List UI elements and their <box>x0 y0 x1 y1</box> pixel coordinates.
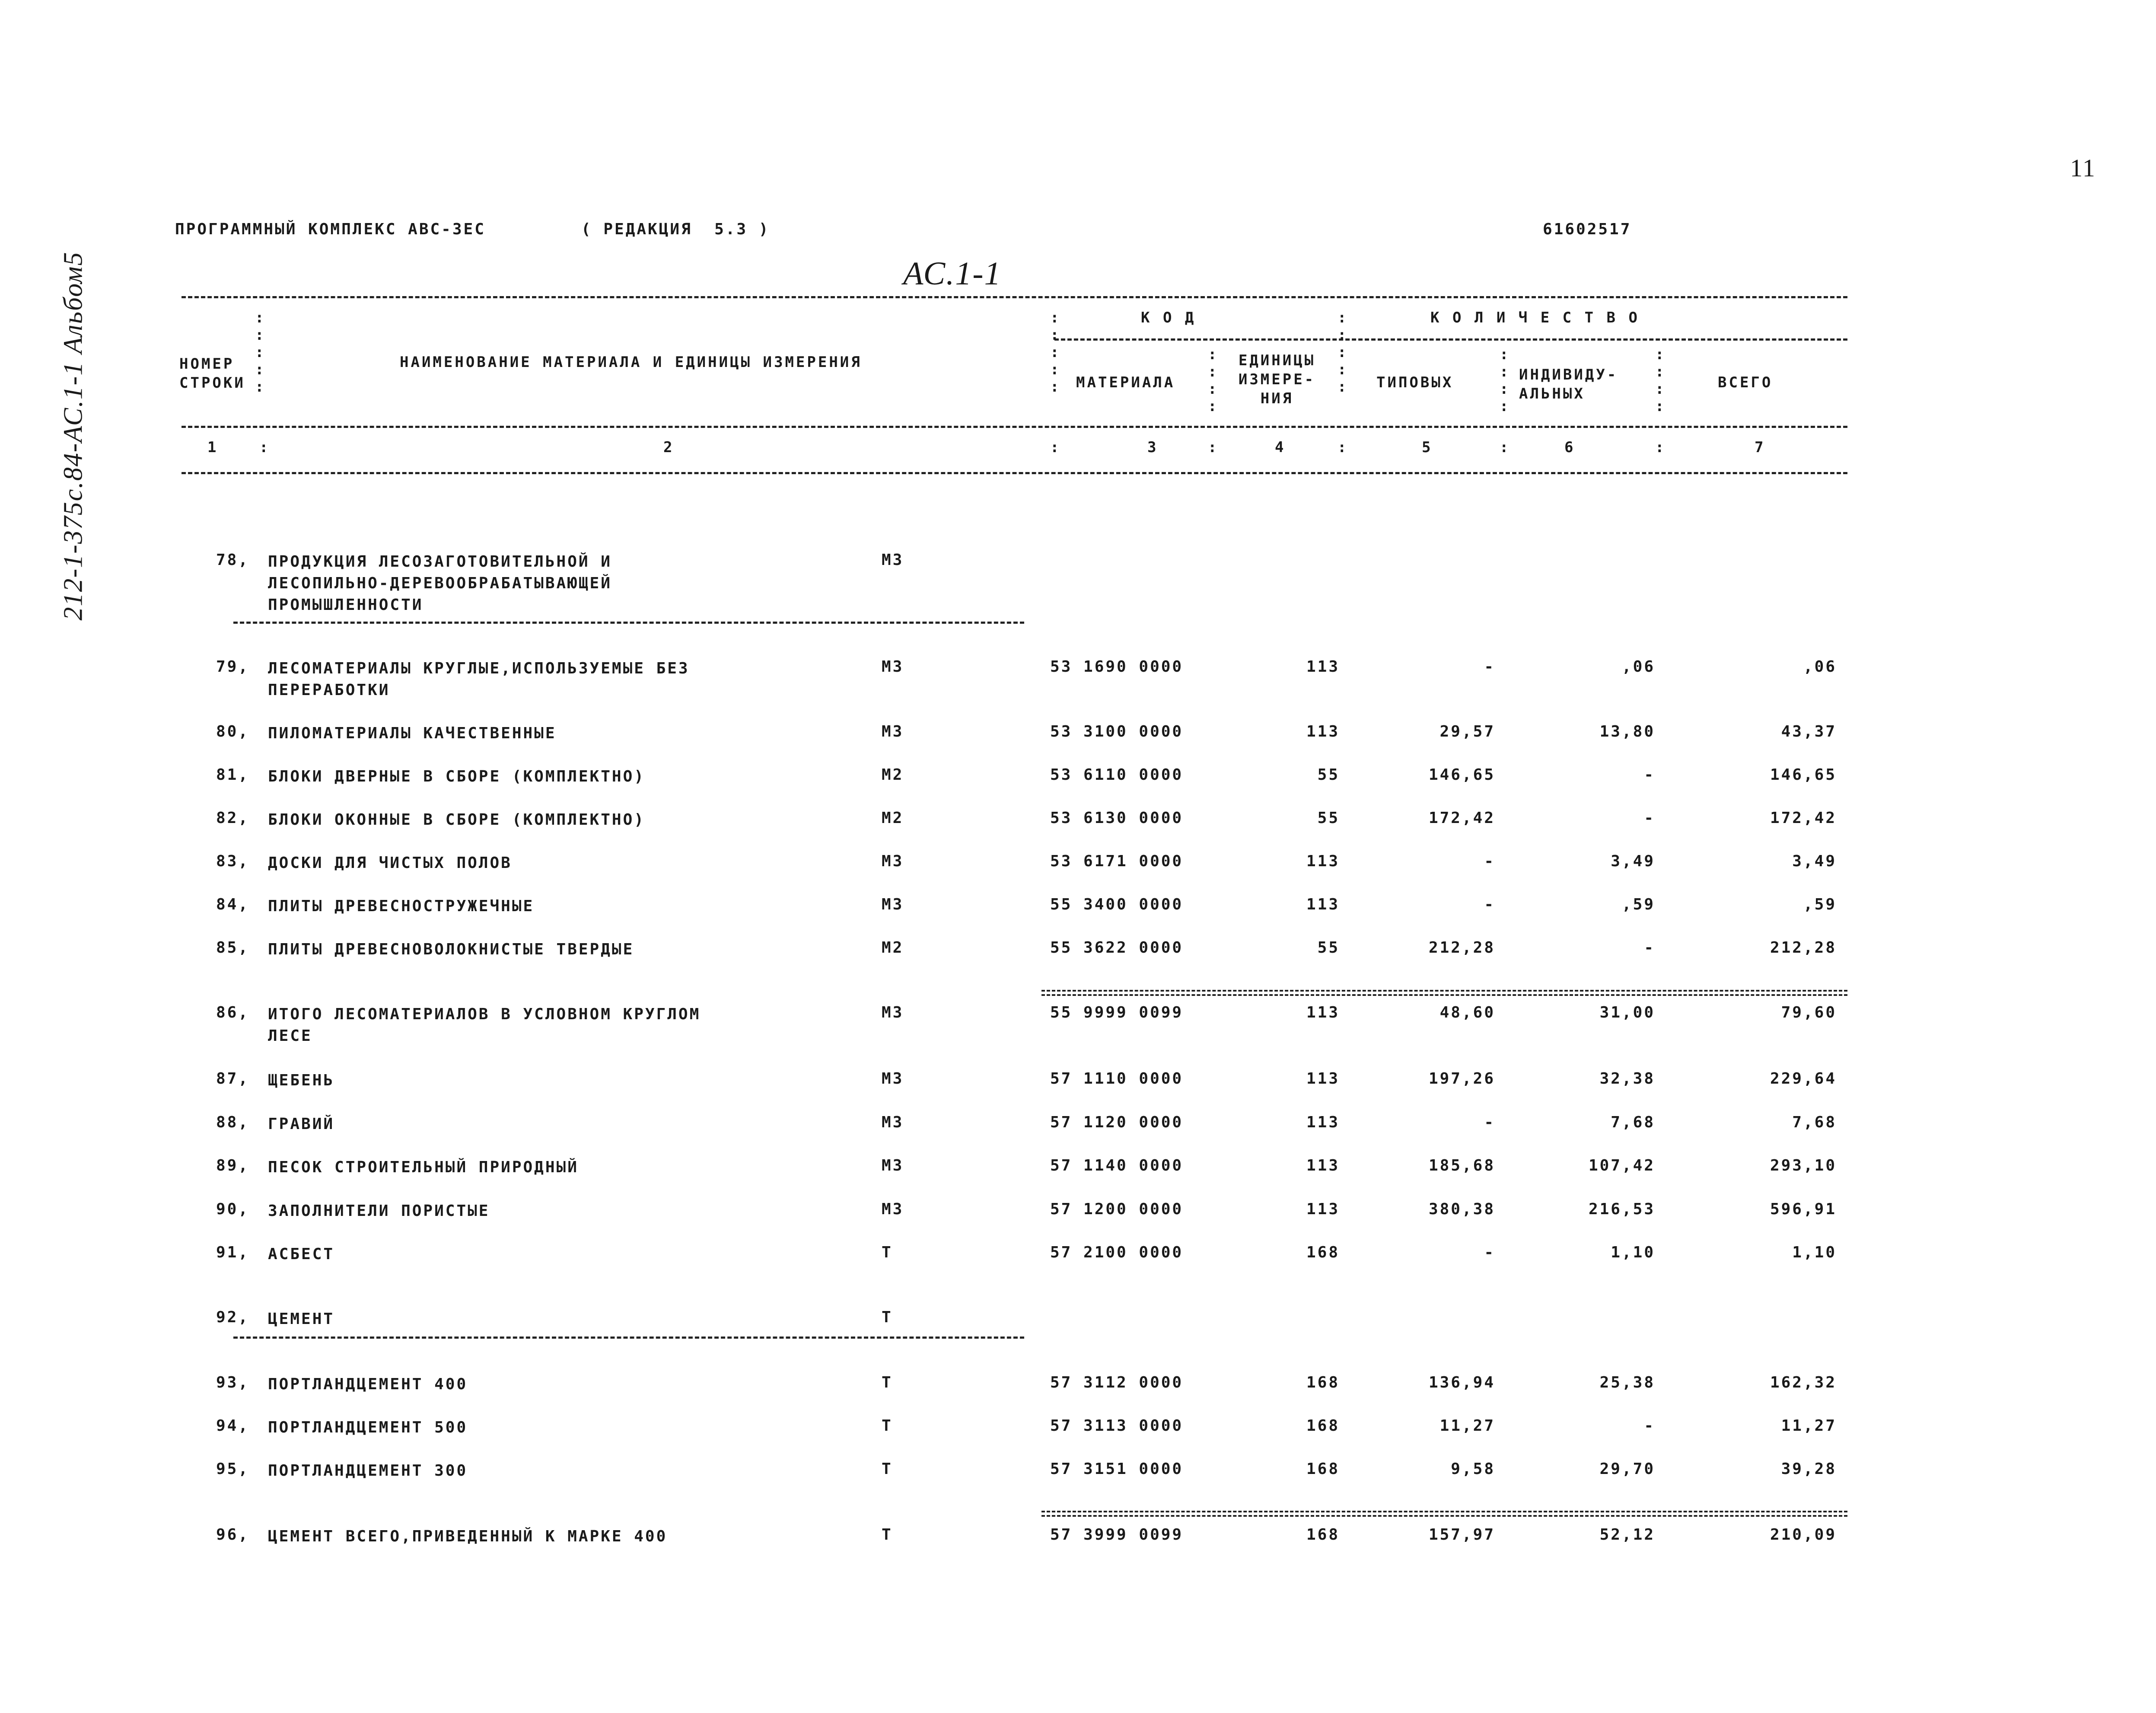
table-row <box>0 1004 2156 1056</box>
unit-code: 55 <box>1317 939 1340 957</box>
material-name: ПРОДУКЦИЯ ЛЕСОЗАГОТОВИТЕЛЬНОЙ И ЛЕСОПИЛЬНО-ДЕРЕВООБРАБАТЫВАЮЩЕЙ ПРОМЫШЛЕННОСТИ <box>268 553 612 614</box>
header-top-rule <box>182 296 1847 298</box>
col-num-4: 4 <box>1275 439 1286 456</box>
material-code: 57 2100 0000 <box>1050 1244 1184 1261</box>
typical-qty: 29,57 <box>1439 723 1495 740</box>
header-col-separators: : : : : : <box>255 309 266 396</box>
col-num-5: 5 <box>1422 439 1433 456</box>
individual-qty: 25,38 <box>1599 1374 1655 1391</box>
total-qty: 596,91 <box>1770 1200 1837 1218</box>
col-num-separators: : <box>259 439 271 456</box>
material-code: 57 3112 0000 <box>1050 1374 1184 1391</box>
material-code: 53 3100 0000 <box>1050 723 1184 740</box>
row-number: 83, <box>216 852 250 870</box>
individual-qty: 3,49 <box>1611 852 1655 870</box>
unit-code: 55 <box>1317 766 1340 784</box>
unit-code: 113 <box>1306 723 1340 740</box>
material-code: 57 1200 0000 <box>1050 1200 1184 1218</box>
material-name: ЦЕМЕНТ <box>268 1310 335 1328</box>
unit-code: 113 <box>1306 1200 1340 1218</box>
material-name: ПОРТЛАНДЦЕМЕНТ 300 <box>268 1462 468 1480</box>
material-name: ПИЛОМАТЕРИАЛЫ КАЧЕСТВЕННЫЕ <box>268 724 557 742</box>
unit-code: 113 <box>1306 896 1340 913</box>
total-qty: ,59 <box>1803 896 1837 913</box>
table-row <box>0 1244 2156 1295</box>
material-code: 55 3622 0000 <box>1050 939 1184 957</box>
individual-qty: - <box>1644 809 1655 827</box>
row-number: 91, <box>216 1244 250 1261</box>
material-name: БЛОКИ ОКОННЫЕ В СБОРЕ (КОМПЛЕКТНО) <box>268 811 645 829</box>
row-number: 86, <box>216 1004 250 1021</box>
typical-qty: 380,38 <box>1428 1200 1495 1218</box>
row-number: 92, <box>216 1308 250 1326</box>
individual-qty: 1,10 <box>1611 1244 1655 1261</box>
individual-qty: 107,42 <box>1588 1157 1655 1174</box>
total-qty: 1,10 <box>1792 1244 1837 1261</box>
material-name: ЦЕМЕНТ ВСЕГО,ПРИВЕДЕННЫЙ К МАРКЕ 400 <box>268 1528 668 1545</box>
material-code: 57 1140 0000 <box>1050 1157 1184 1174</box>
typical-qty: - <box>1484 896 1495 913</box>
unit-code: 168 <box>1306 1526 1340 1544</box>
unit-code: 113 <box>1306 1113 1340 1131</box>
typical-qty: 146,65 <box>1428 766 1495 784</box>
material-name: ЩЕБЕНЬ <box>268 1072 335 1089</box>
program-title: ПРОГРАММНЫЙ КОМПЛЕКС АВС-3ЕС <box>175 220 486 238</box>
unit: М3 <box>882 852 904 870</box>
material-name: ПЛИТЫ ДРЕВЕСНОВОЛОКНИСТЫЕ ТВЕРДЫЕ <box>268 941 634 958</box>
table-row <box>0 658 2156 710</box>
header-individual: ИНДИВИДУ- АЛЬНЫХ <box>1519 366 1618 402</box>
individual-qty: 13,80 <box>1599 723 1655 740</box>
material-code: 57 3113 0000 <box>1050 1417 1184 1435</box>
group-rule <box>233 622 1024 624</box>
handwritten-mark: АС.1-1 <box>903 255 1002 292</box>
total-qty: 210,09 <box>1770 1526 1837 1544</box>
unit-code: 168 <box>1306 1417 1340 1435</box>
material-code: 57 3999 0099 <box>1050 1526 1184 1544</box>
col-num-sep-5: : <box>1500 439 1511 456</box>
material-name: ДОСКИ ДЛЯ ЧИСТЫХ ПОЛОВ <box>268 854 512 872</box>
row-number: 81, <box>216 766 250 784</box>
row-number: 80, <box>216 723 250 740</box>
typical-qty: 197,26 <box>1428 1070 1495 1088</box>
total-qty: 229,64 <box>1770 1070 1837 1088</box>
header-name: НАИМЕНОВАНИЕ МАТЕРИАЛА И ЕДИНИЦЫ ИЗМЕРЕНИЯ <box>400 354 862 371</box>
typical-qty: 48,60 <box>1439 1004 1495 1021</box>
row-number: 94, <box>216 1417 250 1435</box>
material-name: ПЕСОК СТРОИТЕЛЬНЫЙ ПРИРОДНЫЙ <box>268 1158 579 1176</box>
unit-code: 113 <box>1306 852 1340 870</box>
individual-qty: 32,38 <box>1599 1070 1655 1088</box>
individual-qty: ,59 <box>1621 896 1655 913</box>
subtotal-rule <box>1041 990 1847 996</box>
row-number: 90, <box>216 1200 250 1218</box>
total-qty: 172,42 <box>1770 809 1837 827</box>
total-qty: 39,28 <box>1781 1460 1837 1478</box>
row-number: 84, <box>216 896 250 913</box>
individual-qty: 52,12 <box>1599 1526 1655 1544</box>
material-name: ПОРТЛАНДЦЕМЕНТ 400 <box>268 1375 468 1393</box>
total-qty: ,06 <box>1803 658 1837 676</box>
individual-qty: - <box>1644 1417 1655 1435</box>
col-num-sep-4: : <box>1338 439 1349 456</box>
total-qty: 79,60 <box>1781 1004 1837 1021</box>
typical-qty: 212,28 <box>1428 939 1495 957</box>
total-qty: 43,37 <box>1781 723 1837 740</box>
typical-qty: - <box>1484 852 1495 870</box>
header-col-separators-uc: : : : : <box>1208 346 1219 415</box>
header-qty-group: К О Л И Ч Е С Т В О <box>1430 309 1640 326</box>
table-row <box>0 939 2156 991</box>
material-name: ИТОГО ЛЕСОМАТЕРИАЛОВ В УСЛОВНОМ КРУГЛОМ ЛЕСЕ <box>268 1005 701 1045</box>
header-total: ВСЕГО <box>1718 374 1773 391</box>
row-number: 89, <box>216 1157 250 1174</box>
material-name: ПЛИТЫ ДРЕВЕСНОСТРУЖЕЧНЫЕ <box>268 897 535 915</box>
individual-qty: 216,53 <box>1588 1200 1655 1218</box>
col-num-3: 3 <box>1147 439 1159 456</box>
material-code: 53 6110 0000 <box>1050 766 1184 784</box>
header-col-separators-code: : : : : : <box>1050 309 1061 396</box>
table-row <box>0 1526 2156 1578</box>
header-mid-rule <box>182 426 1847 428</box>
unit: Т <box>882 1244 893 1261</box>
individual-qty: - <box>1644 766 1655 784</box>
unit-code: 113 <box>1306 1070 1340 1088</box>
material-code: 55 9999 0099 <box>1050 1004 1184 1021</box>
table-row <box>0 551 2156 614</box>
typical-qty: 9,58 <box>1451 1460 1495 1478</box>
unit: Т <box>882 1460 893 1478</box>
material-name: ЗАПОЛНИТЕЛИ ПОРИСТЫЕ <box>268 1202 490 1220</box>
group-rule <box>233 1337 1024 1339</box>
table-row <box>0 1460 2156 1512</box>
unit: Т <box>882 1526 893 1544</box>
individual-qty: 31,00 <box>1599 1004 1655 1021</box>
col-num-sep-2: : <box>1050 439 1061 456</box>
unit: М2 <box>882 766 904 784</box>
individual-qty: - <box>1644 939 1655 957</box>
unit: М2 <box>882 939 904 957</box>
unit: М3 <box>882 1157 904 1174</box>
unit-code: 168 <box>1306 1374 1340 1391</box>
total-rule <box>1041 1511 1847 1517</box>
col-num-sep-3: : <box>1208 439 1219 456</box>
table-row <box>0 1308 2156 1360</box>
header-row-no: НОМЕР СТРОКИ <box>179 355 245 392</box>
col-num-2: 2 <box>663 439 675 456</box>
header-bottom-rule <box>182 472 1847 474</box>
header-code-group: К О Д <box>1141 309 1196 326</box>
total-qty: 162,32 <box>1770 1374 1837 1391</box>
typical-qty: - <box>1484 1244 1495 1261</box>
unit: М3 <box>882 1070 904 1088</box>
total-qty: 7,68 <box>1792 1113 1837 1131</box>
material-code: 53 1690 0000 <box>1050 658 1184 676</box>
col-num-6: 6 <box>1564 439 1576 456</box>
material-code: 57 3151 0000 <box>1050 1460 1184 1478</box>
col-num-7: 7 <box>1755 439 1766 456</box>
total-qty: 212,28 <box>1770 939 1837 957</box>
row-number: 79, <box>216 658 250 676</box>
col-num-1: 1 <box>207 439 219 456</box>
header-col-separators-tot: : : : : <box>1655 346 1666 415</box>
row-number: 78, <box>216 551 250 569</box>
typical-qty: - <box>1484 658 1495 676</box>
header-material: МАТЕРИАЛА <box>1076 374 1175 391</box>
row-number: 96, <box>216 1526 250 1544</box>
material-code: 53 6130 0000 <box>1050 809 1184 827</box>
unit: М3 <box>882 896 904 913</box>
material-code: 53 6171 0000 <box>1050 852 1184 870</box>
unit: М3 <box>882 658 904 676</box>
unit: М3 <box>882 551 904 569</box>
header-col-separators-ind: : : : : <box>1500 346 1511 415</box>
material-name: ПОРТЛАНДЦЕМЕНТ 500 <box>268 1419 468 1436</box>
total-qty: 3,49 <box>1792 852 1837 870</box>
material-name: ГРАВИЙ <box>268 1115 335 1133</box>
material-code: 57 1110 0000 <box>1050 1070 1184 1088</box>
material-code: 55 3400 0000 <box>1050 896 1184 913</box>
unit: Т <box>882 1374 893 1391</box>
typical-qty: 185,68 <box>1428 1157 1495 1174</box>
total-qty: 11,27 <box>1781 1417 1837 1435</box>
unit: М3 <box>882 1004 904 1021</box>
individual-qty: 29,70 <box>1599 1460 1655 1478</box>
unit: Т <box>882 1417 893 1435</box>
unit-code: 168 <box>1306 1244 1340 1261</box>
total-qty: 146,65 <box>1770 766 1837 784</box>
individual-qty: ,06 <box>1621 658 1655 676</box>
row-number: 95, <box>216 1460 250 1478</box>
individual-qty: 7,68 <box>1611 1113 1655 1131</box>
unit-code: 113 <box>1306 1157 1340 1174</box>
header-typical: ТИПОВЫХ <box>1376 374 1454 391</box>
material-name: БЛОКИ ДВЕРНЫЕ В СБОРЕ (КОМПЛЕКТНО) <box>268 768 645 785</box>
row-number: 82, <box>216 809 250 827</box>
unit: Т <box>882 1308 893 1326</box>
header-code-rule <box>1054 338 1847 341</box>
typical-qty: - <box>1484 1113 1495 1131</box>
unit: М2 <box>882 809 904 827</box>
unit-code: 168 <box>1306 1460 1340 1478</box>
header-unit-code: ЕДИНИЦЫ ИЗМЕРЕ- НИЯ <box>1238 352 1316 407</box>
material-name: АСБЕСТ <box>268 1245 335 1263</box>
margin-note: 212-1-375с.84-АС.1-1 Альбом5 <box>58 251 88 621</box>
unit: М3 <box>882 1113 904 1131</box>
edition-label: ( РЕДАКЦИЯ 5.3 ) <box>581 220 770 238</box>
material-code: 57 1120 0000 <box>1050 1113 1184 1131</box>
unit: М3 <box>882 1200 904 1218</box>
material-name: ЛЕСОМАТЕРИАЛЫ КРУГЛЫЕ,ИСПОЛЬЗУЕМЫЕ БЕЗ ПЕРЕРАБОТКИ <box>268 660 690 699</box>
unit-code: 113 <box>1306 1004 1340 1021</box>
unit: М3 <box>882 723 904 740</box>
row-number: 93, <box>216 1374 250 1391</box>
row-number: 85, <box>216 939 250 957</box>
typical-qty: 11,27 <box>1439 1417 1495 1435</box>
row-number: 88, <box>216 1113 250 1131</box>
unit-code: 113 <box>1306 658 1340 676</box>
typical-qty: 136,94 <box>1428 1374 1495 1391</box>
typical-qty: 172,42 <box>1428 809 1495 827</box>
total-qty: 293,10 <box>1770 1157 1837 1174</box>
unit-code: 55 <box>1317 809 1340 827</box>
typical-qty: 157,97 <box>1428 1526 1495 1544</box>
header-col-separators-qty: : : : : : <box>1338 309 1349 396</box>
row-number: 87, <box>216 1070 250 1088</box>
document-code: 61602517 <box>1543 220 1632 238</box>
page-number: 11 <box>2070 154 2096 182</box>
col-num-sep-6: : <box>1655 439 1666 456</box>
